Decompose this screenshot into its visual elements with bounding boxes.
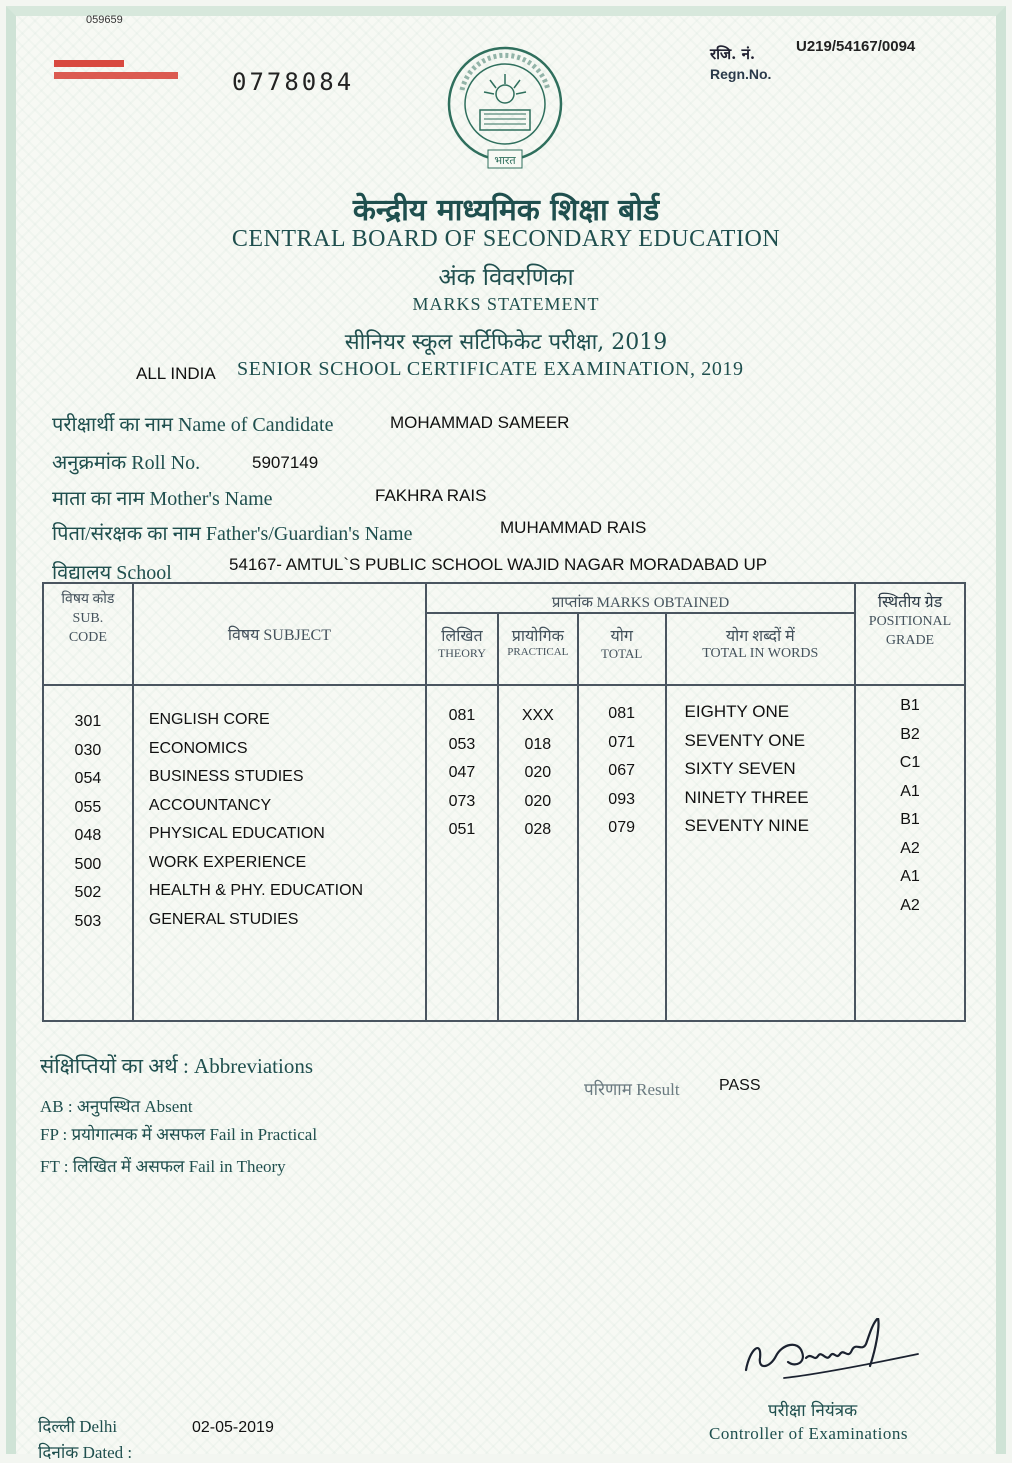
place-label: दिल्ली Delhi [38, 1417, 118, 1436]
statement-title: MARKS STATEMENT [412, 294, 600, 314]
sub-code: 054 [74, 770, 102, 787]
positional-grade: A2 [900, 839, 920, 857]
candidate-name-label: परीक्षार्थी का नाम Name of Candidate [52, 414, 334, 436]
mother-name-label: माता का नाम Mother's Name [52, 488, 273, 510]
total-column [578, 685, 666, 1021]
sub-code: 030 [74, 741, 102, 759]
top-serial-number: 059659 [86, 14, 123, 26]
issue-date: 02-05-2019 [192, 1419, 274, 1436]
positional-grade: B2 [900, 725, 920, 743]
total-in-words-column [666, 685, 856, 1021]
subject-name: ECONOMICS [148, 739, 248, 757]
positional-grade: A2 [900, 896, 920, 914]
total-mark: 079 [608, 819, 635, 836]
subject-name: ACCOUNTANCY [148, 796, 272, 814]
positional-grade: A1 [900, 868, 920, 885]
father-name: MUHAMMAD RAIS [500, 518, 647, 537]
cbse-emblem-icon [442, 44, 568, 176]
statement-title-hindi: अंक विवरणिका [438, 263, 574, 291]
total-mark: 071 [608, 733, 635, 751]
regn-number: U219/54167/0094 [796, 38, 916, 55]
total-mark: 081 [608, 705, 635, 722]
sub-code: 048 [74, 827, 102, 844]
practical-mark: 028 [524, 821, 552, 838]
sub-code: 502 [74, 884, 102, 901]
total-in-words: SEVENTY NINE [684, 816, 809, 835]
positional-grade-header: स्थितीय ग्रेड POSITIONAL GRADE [855, 583, 965, 685]
subject-name: HEALTH & PHY. EDUCATION [148, 882, 364, 899]
theory-header: लिखित THEORY [426, 613, 498, 685]
marks-obtained-header: प्राप्तांक MARKS OBTAINED [426, 583, 855, 613]
exam-title: SENIOR SCHOOL CERTIFICATE EXAMINATION, 2019 [237, 358, 744, 380]
theory-mark: 047 [448, 764, 476, 781]
sub-code: 301 [74, 713, 102, 730]
subject-name: BUSINESS STUDIES [148, 768, 304, 785]
practical-mark: XXX [521, 707, 554, 724]
subject-header: विषय SUBJECT [133, 583, 426, 685]
theory-mark: 081 [448, 707, 476, 724]
controller-title: Controller of Examinations [709, 1424, 909, 1443]
result-value: PASS [719, 1077, 761, 1094]
total-in-words: NINETY THREE [684, 787, 809, 807]
regn-label: Regn.No. [710, 66, 772, 82]
all-india-label: ALL INDIA [136, 364, 216, 383]
marks-table [42, 582, 966, 1022]
controller-title-hindi: परीक्षा नियंत्रक [768, 1401, 858, 1421]
grade-column [855, 685, 965, 1021]
red-stamp [54, 60, 180, 90]
roll-number: 5907149 [252, 453, 319, 472]
board-name: CENTRAL BOARD OF SECONDARY EDUCATION [231, 226, 781, 252]
practical-mark: 018 [524, 735, 552, 753]
sub-code: 055 [74, 798, 102, 816]
school-name: 54167- AMTUL`S PUBLIC SCHOOL WAJID NAGAR MORADABAD UP [229, 555, 768, 574]
emblem-caption: भारत [494, 154, 516, 167]
positional-grade: B1 [900, 697, 920, 714]
total-mark: 067 [608, 762, 635, 779]
total-in-words-header: योग शब्दों में TOTAL IN WORDS [666, 613, 856, 685]
abbr-fail-practical: FP : प्रयोगात्मक में असफल Fail in Practical [40, 1125, 318, 1144]
result-label: परिणाम Result [584, 1080, 680, 1099]
sub-code: 500 [74, 855, 102, 873]
positional-grade: B1 [900, 811, 920, 828]
abbreviations-title: संक्षिप्तियों का अर्थ : Abbreviations [40, 1054, 314, 1078]
mother-name: FAKHRA RAIS [375, 486, 487, 505]
subject-name: PHYSICAL EDUCATION [148, 825, 325, 842]
theory-mark: 053 [448, 735, 476, 753]
serial-number: 0778084 [232, 68, 355, 96]
exam-title-hindi: सीनियर स्कूल सर्टिफिकेट परीक्षा, 2019 [344, 330, 668, 355]
practical-column [498, 685, 578, 1021]
dated-label: दिनांक Dated : [38, 1443, 133, 1462]
controller-signature [740, 1318, 930, 1388]
subject-column [133, 685, 426, 1021]
total-in-words: SIXTY SEVEN [684, 759, 796, 778]
subject-name: ENGLISH CORE [148, 711, 270, 728]
roll-label: अनुक्रमांक Roll No. [52, 452, 201, 474]
theory-mark: 073 [448, 792, 476, 810]
total-header: योग TOTAL [578, 613, 666, 685]
abbr-fail-theory: FT : लिखित में असफल Fail in Theory [40, 1157, 286, 1176]
total-mark: 093 [608, 790, 635, 808]
total-in-words: SEVENTY ONE [684, 730, 806, 750]
sub-code: 503 [74, 912, 102, 930]
board-name-hindi: केन्द्रीय माध्यमिक शिक्षा बोर्ड [352, 193, 660, 228]
sub-code-column [43, 685, 133, 1021]
school-label: विद्यालय School [52, 562, 172, 584]
practical-header: प्रायोगिक PRACTICAL [498, 613, 578, 685]
father-name-label: पिता/संरक्षक का नाम Father's/Guardian's Name [52, 523, 413, 545]
subject-name: WORK EXPERIENCE [148, 853, 307, 871]
abbr-absent: AB : अनुपस्थित Absent [40, 1097, 193, 1116]
positional-grade: A1 [900, 782, 920, 800]
theory-mark: 051 [448, 821, 476, 838]
total-in-words: EIGHTY ONE [684, 702, 790, 721]
subject-name: GENERAL STUDIES [148, 910, 299, 928]
positional-grade: C1 [899, 754, 921, 771]
theory-column [426, 685, 498, 1021]
regn-label-hindi: रजि. नं. [710, 45, 756, 63]
practical-mark: 020 [524, 764, 552, 781]
practical-mark: 020 [524, 792, 552, 810]
candidate-name: MOHAMMAD SAMEER [390, 413, 570, 432]
sub-code-header: विषय कोड SUB. CODE [43, 583, 133, 685]
